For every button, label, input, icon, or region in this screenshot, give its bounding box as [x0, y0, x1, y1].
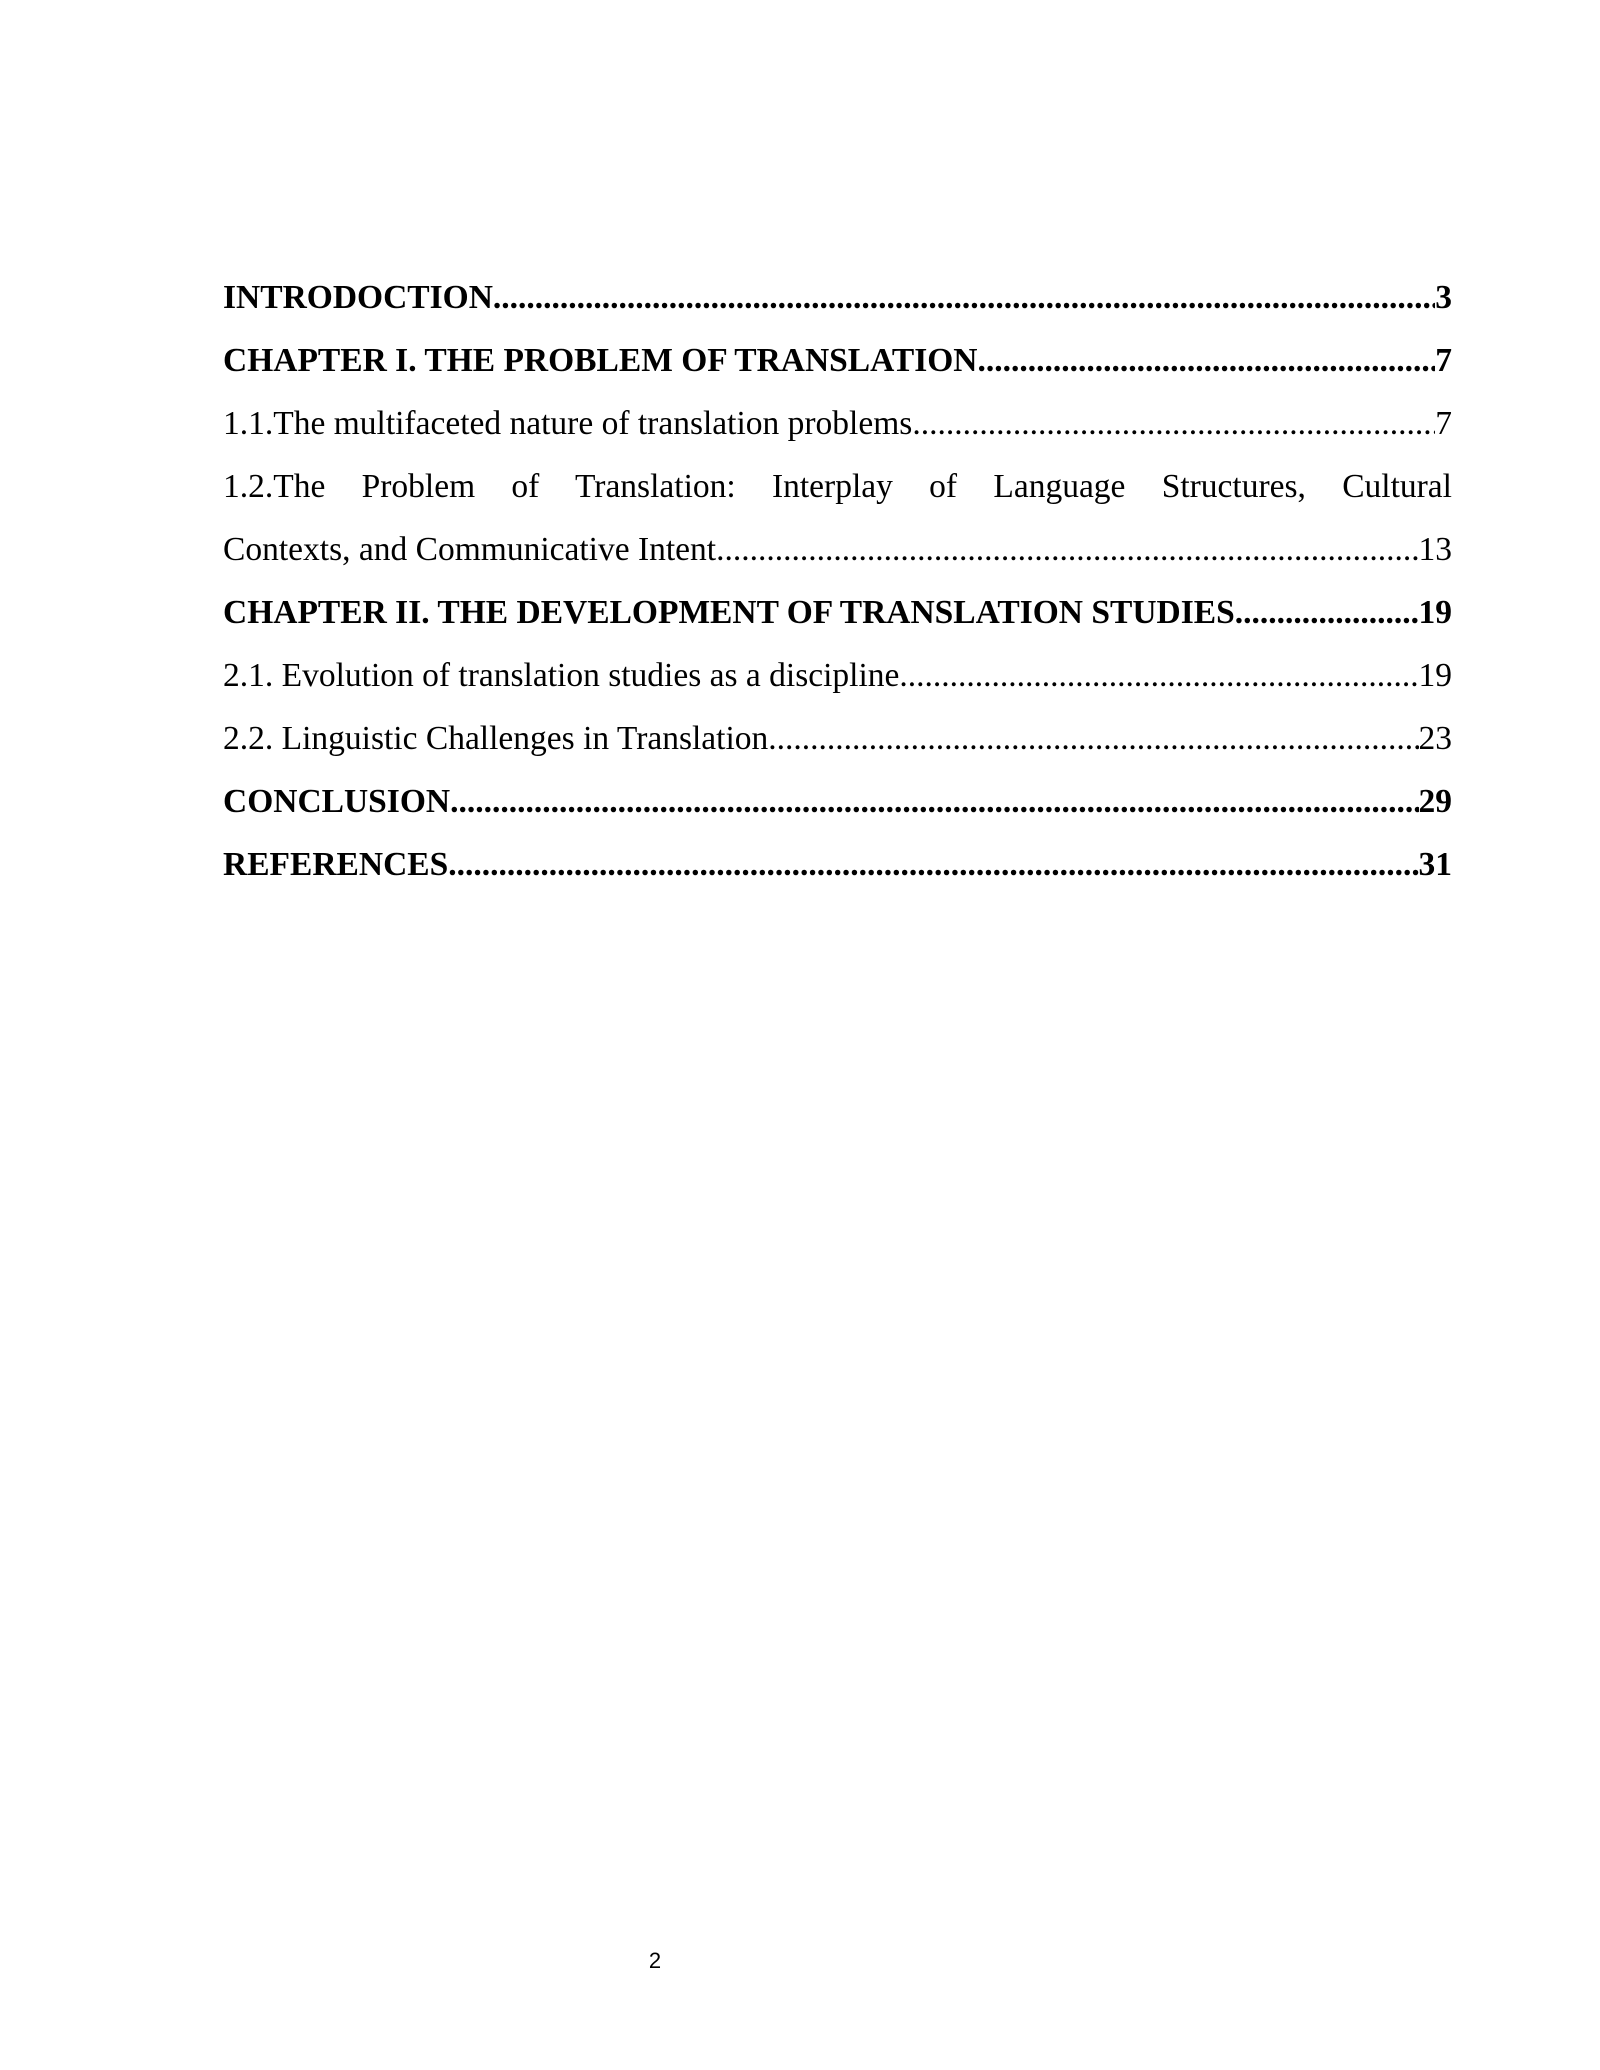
toc-entry-title: 2.2. Linguistic Challenges in Translation	[223, 720, 769, 757]
toc-entry-title: REFERENCES	[223, 846, 449, 883]
page-number: 2	[648, 1948, 662, 1973]
toc-entry-page: 7	[1435, 342, 1452, 379]
toc-entry-page: 31	[1418, 846, 1452, 883]
toc-entry-title: 2.1. Evolution of translation studies as a discipline	[223, 657, 900, 694]
dot-leader	[493, 266, 1435, 329]
toc-entry-conclusion[interactable]	[223, 770, 1452, 833]
dot-leader	[716, 518, 1418, 581]
dot-leader	[450, 770, 1418, 833]
dot-leader	[899, 644, 1418, 707]
toc-entry-title-line-2: Contexts, and Communicative Intent	[223, 531, 717, 568]
table-of-contents	[223, 266, 1452, 896]
toc-entry-title-line-1: 1.2.The Problem of Translation: Interplay of Language Structures, Cultural	[223, 468, 1452, 505]
toc-entry-title: CHAPTER I. THE PROBLEM OF TRANSLATION	[223, 342, 978, 379]
toc-entry-references[interactable]	[223, 833, 1452, 896]
toc-entry-section-1-2[interactable]	[223, 455, 1452, 581]
toc-entry-page: 23	[1418, 720, 1452, 757]
toc-entry-page: 29	[1418, 783, 1452, 820]
toc-entry-chapter-2[interactable]	[223, 581, 1452, 644]
toc-entry-title: 1.1.The multifaceted nature of translation problems	[223, 405, 913, 442]
toc-entry-page: 7	[1435, 405, 1452, 442]
dot-leader	[912, 392, 1435, 455]
dot-leader	[448, 833, 1418, 896]
toc-entry-title: CONCLUSION	[223, 783, 451, 820]
toc-entry-section-2-2[interactable]	[223, 707, 1452, 770]
dot-leader	[1235, 581, 1419, 644]
toc-entry-title: CHAPTER II. THE DEVELOPMENT OF TRANSLATION STUDIES	[223, 594, 1235, 631]
dot-leader	[768, 707, 1418, 770]
toc-entry-section-1-1[interactable]	[223, 392, 1452, 455]
toc-entry-title: INTRODOCTION	[223, 279, 493, 316]
toc-entry-section-2-1[interactable]	[223, 644, 1452, 707]
toc-entry-page: 19	[1418, 594, 1452, 631]
dot-leader	[978, 329, 1436, 392]
toc-entry-introduction[interactable]	[223, 266, 1452, 329]
toc-entry-chapter-1[interactable]	[223, 329, 1452, 392]
toc-entry-page: 19	[1418, 657, 1452, 694]
toc-entry-page: 13	[1418, 531, 1452, 568]
toc-entry-page: 3	[1435, 279, 1452, 316]
